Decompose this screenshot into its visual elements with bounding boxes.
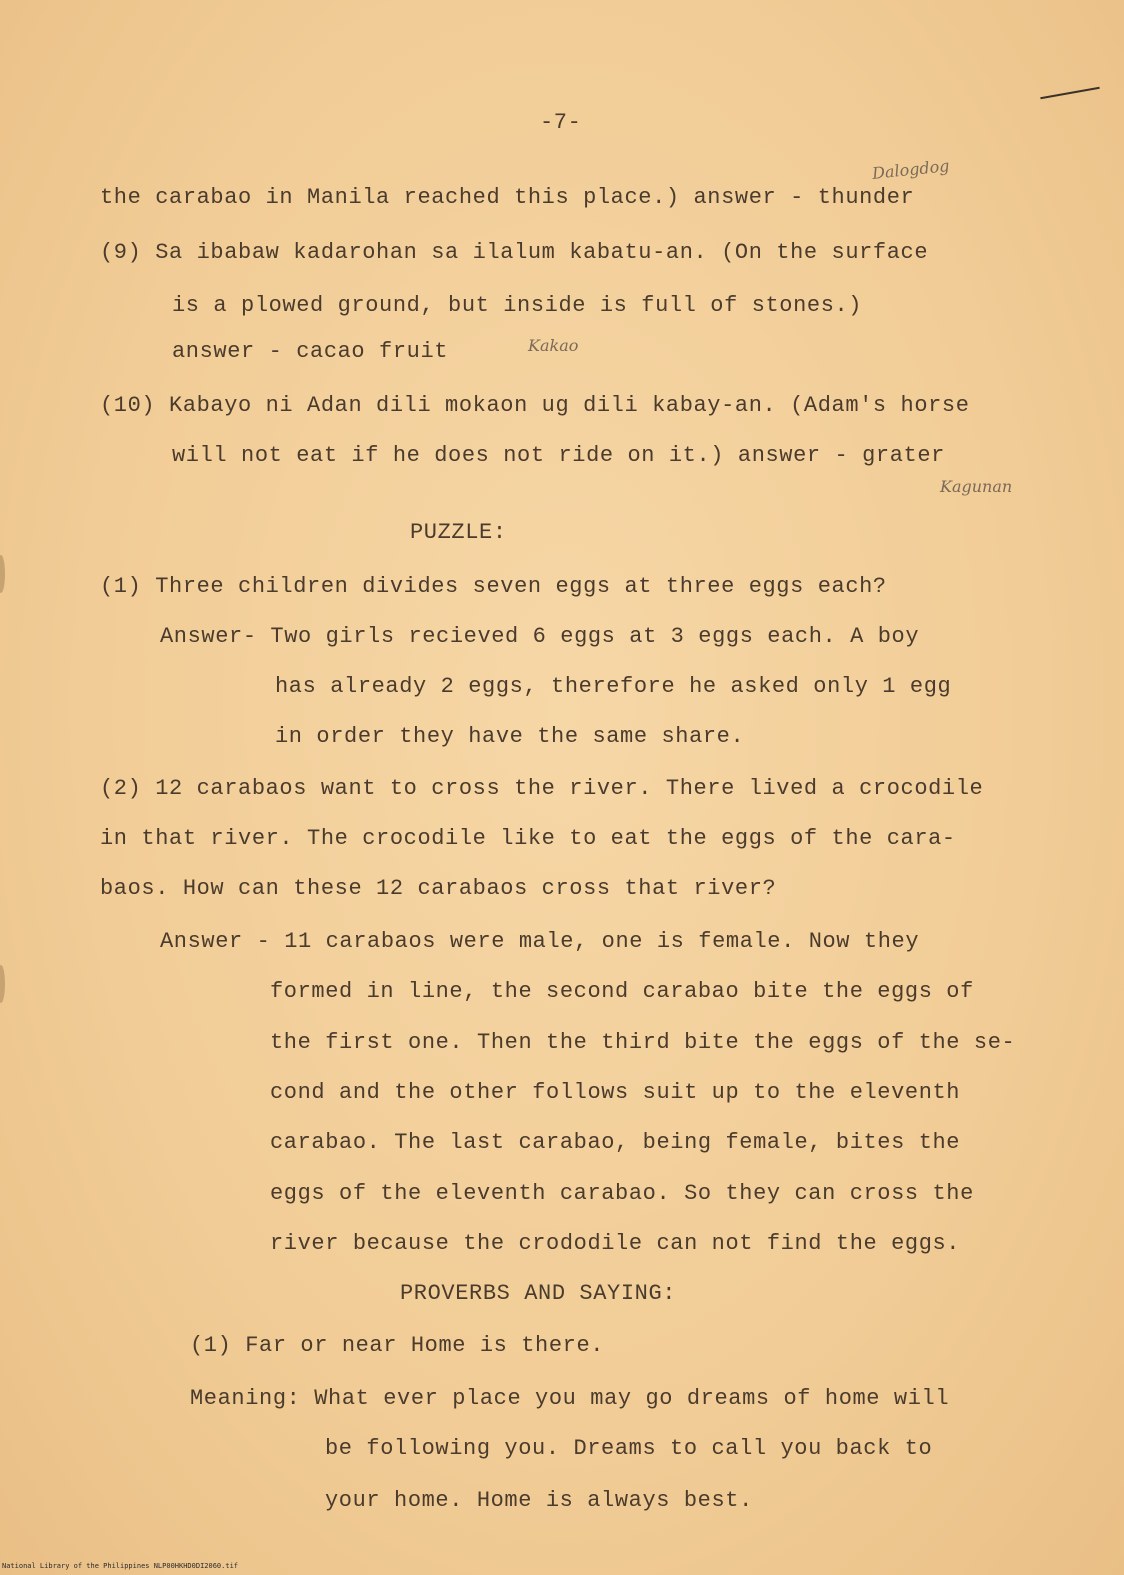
- text-line: answer - cacao fruit: [172, 339, 449, 364]
- page-number: -7-: [540, 110, 582, 135]
- text-line: is a plowed ground, but inside is full of stones.): [172, 293, 863, 318]
- puzzle-line: formed in line, the second carabao bite the eggs of: [270, 979, 974, 1004]
- scan-footer: National Library of the Philippines NLP00HKHD0DI2060.tif: [2, 1562, 239, 1570]
- puzzle-line: river because the crododile can not find the eggs.: [270, 1231, 961, 1256]
- section-heading-proverbs: PROVERBS AND SAYING:: [400, 1281, 677, 1306]
- binding-hole-mark: [0, 965, 5, 1003]
- proverb-line: be following you. Dreams to call you back to: [325, 1436, 933, 1461]
- text-line: the carabao in Manila reached this place.) answer - thunder: [100, 185, 915, 210]
- text-line: will not eat if he does not ride on it.) answer - grater: [172, 443, 945, 468]
- pencil-stroke: [1040, 87, 1099, 99]
- puzzle-line: the first one. Then the third bite the eggs of the se-: [270, 1030, 1016, 1055]
- binding-hole-mark: [0, 555, 5, 593]
- section-heading-puzzle: PUZZLE:: [410, 520, 507, 545]
- handwritten-note-kakao: Kakao: [528, 336, 579, 355]
- proverb-line: Meaning: What ever place you may go dreams of home will: [190, 1386, 950, 1411]
- puzzle-line: (2) 12 carabaos want to cross the river. There lived a crocodile: [100, 776, 984, 801]
- handwritten-note-dalogdog: Dalogdog: [871, 156, 951, 183]
- puzzle-line: eggs of the eleventh carabao. So they can cross the: [270, 1181, 974, 1206]
- proverb-line: (1) Far or near Home is there.: [190, 1333, 605, 1358]
- puzzle-line: in that river. The crocodile like to eat the eggs of the cara-: [100, 826, 956, 851]
- puzzle-line: baos. How can these 12 carabaos cross that river?: [100, 876, 777, 901]
- puzzle-line: in order they have the same share.: [275, 724, 745, 749]
- text-line: (10) Kabayo ni Adan dili mokaon ug dili kabay-an. (Adam's horse: [100, 393, 970, 418]
- text-line: (9) Sa ibabaw kadarohan sa ilalum kabatu-an. (On the surface: [100, 240, 929, 265]
- puzzle-line: Answer - 11 carabaos were male, one is female. Now they: [160, 929, 920, 954]
- puzzle-line: cond and the other follows suit up to the eleventh: [270, 1080, 961, 1105]
- puzzle-line: carabao. The last carabao, being female, bites the: [270, 1130, 961, 1155]
- puzzle-line: has already 2 eggs, therefore he asked only 1 egg: [275, 674, 952, 699]
- handwritten-note-kagunan: Kagunan: [940, 477, 1013, 496]
- puzzle-line: Answer- Two girls recieved 6 eggs at 3 eggs each. A boy: [160, 624, 920, 649]
- puzzle-line: (1) Three children divides seven eggs at three eggs each?: [100, 574, 887, 599]
- proverb-line: your home. Home is always best.: [325, 1488, 753, 1513]
